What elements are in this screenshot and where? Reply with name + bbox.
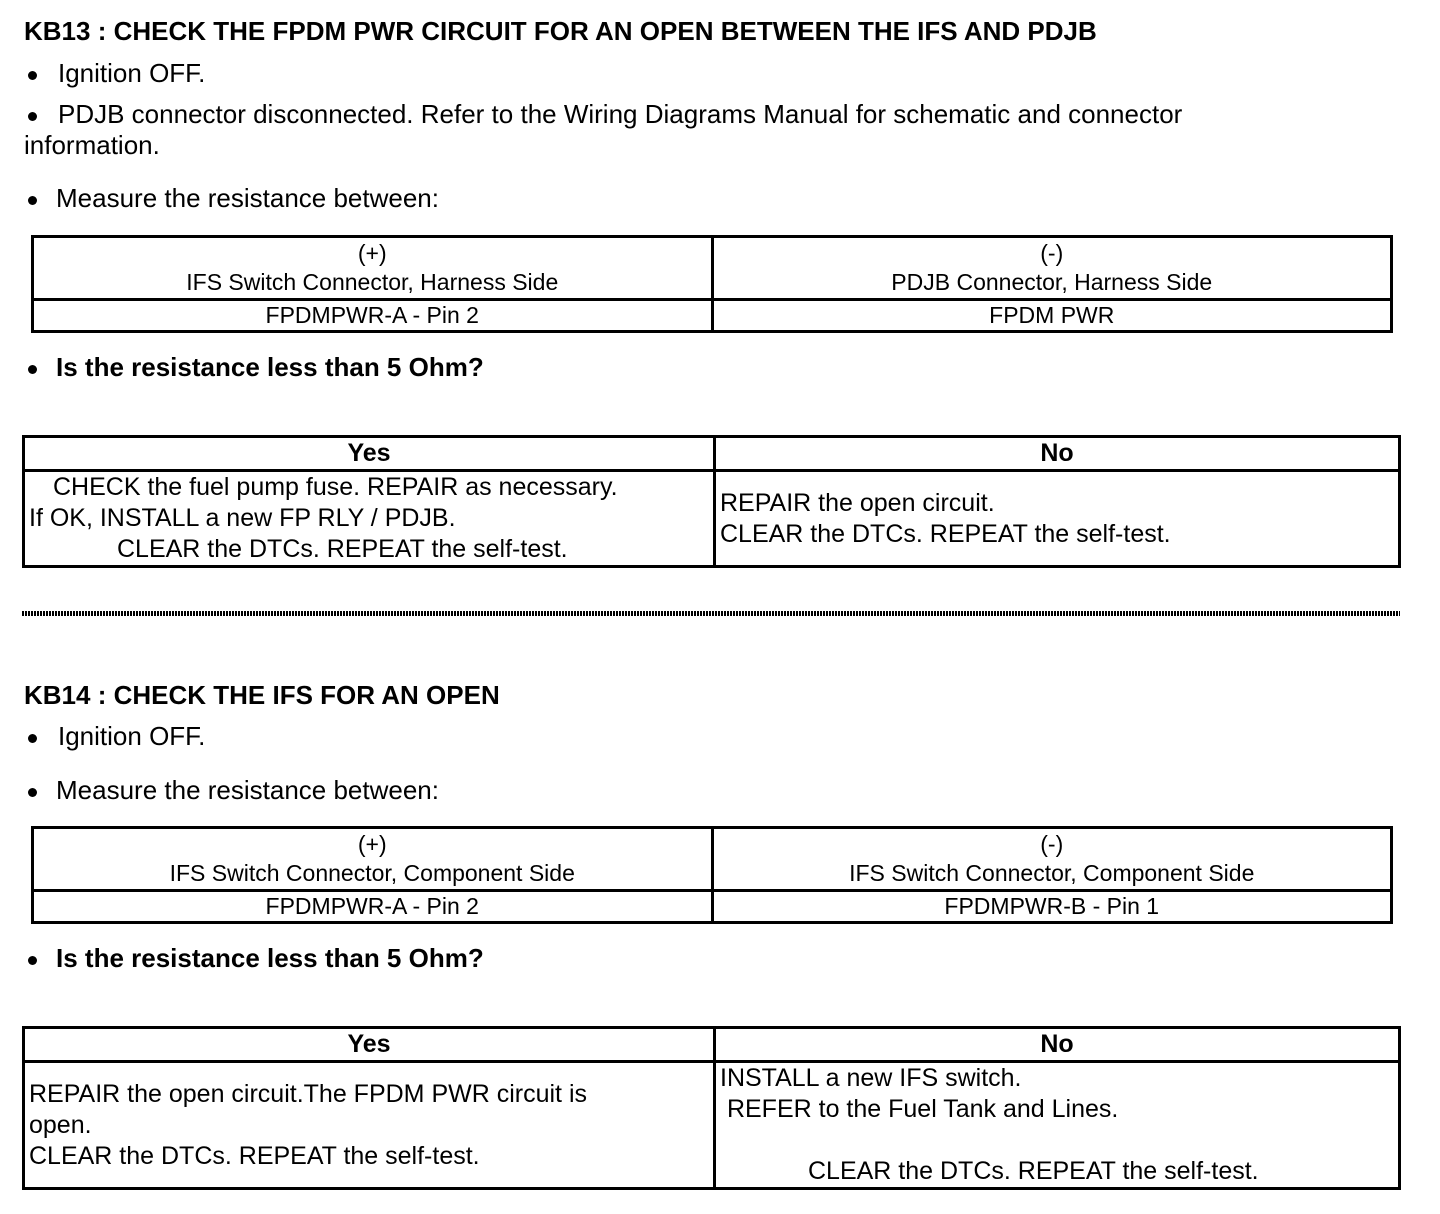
kb13-step-measure: Measure the resistance between: bbox=[56, 183, 439, 213]
kb14-step-measure: Measure the resistance between: bbox=[56, 775, 439, 805]
kb13-result-table bbox=[22, 435, 1401, 568]
kb13-yes-line: CHECK the fuel pump fuse. REPAIR as necessary. bbox=[53, 473, 618, 501]
kb13-plus-cell bbox=[33, 237, 713, 300]
plus-sign: (+) bbox=[357, 831, 387, 857]
kb13-plus-pin: FPDMPWR-A - Pin 2 bbox=[33, 300, 713, 332]
kb13-question: Is the resistance less than 5 Ohm? bbox=[56, 352, 484, 382]
kb14-yes-line: REPAIR the open circuit.The FPDM PWR circuit is bbox=[29, 1079, 588, 1108]
plus-sign: (+) bbox=[357, 240, 387, 266]
bullet-icon bbox=[28, 365, 37, 374]
bullet-icon bbox=[28, 196, 37, 205]
kb13-no-cell bbox=[715, 471, 1400, 567]
minus-connector-label: IFS Switch Connector, Component Side bbox=[849, 860, 1255, 886]
kb14-measure-table bbox=[31, 826, 1393, 924]
kb14-no-line: INSTALL a new IFS switch. bbox=[720, 1064, 1022, 1092]
kb14-yes-line: open. bbox=[29, 1110, 92, 1139]
kb13-step-ignition: Ignition OFF. bbox=[58, 58, 206, 88]
kb14-minus-pin: FPDMPWR-B - Pin 1 bbox=[712, 891, 1392, 923]
plus-connector-label: IFS Switch Connector, Component Side bbox=[169, 860, 575, 886]
bullet-icon bbox=[28, 734, 37, 743]
bullet-icon bbox=[28, 788, 37, 797]
bullet-icon bbox=[28, 112, 37, 121]
kb14-no-header: No bbox=[715, 1028, 1400, 1062]
kb14-minus-cell bbox=[712, 828, 1392, 891]
kb14-step-ignition: Ignition OFF. bbox=[58, 721, 206, 751]
minus-sign: (-) bbox=[1040, 240, 1064, 266]
kb13-yes-line: CLEAR the DTCs. REPEAT the self-test. bbox=[117, 535, 568, 563]
kb13-minus-pin: FPDM PWR bbox=[712, 300, 1392, 332]
kb13-measure-table bbox=[31, 235, 1393, 333]
kb14-no-line: CLEAR the DTCs. REPEAT the self-test. bbox=[808, 1157, 1259, 1185]
minus-sign: (-) bbox=[1040, 831, 1064, 857]
kb14-result-table bbox=[22, 1026, 1401, 1190]
kb14-heading: KB14 : CHECK THE IFS FOR AN OPEN bbox=[24, 680, 500, 710]
kb14-yes-cell bbox=[24, 1062, 715, 1189]
kb14-question: Is the resistance less than 5 Ohm? bbox=[56, 943, 484, 973]
kb13-no-header: No bbox=[715, 437, 1400, 471]
kb13-no-line: REPAIR the open circuit. bbox=[720, 488, 995, 517]
kb14-yes-line: CLEAR the DTCs. REPEAT the self-test. bbox=[29, 1141, 480, 1170]
kb13-step-pdjb-cont: information. bbox=[24, 130, 160, 160]
kb13-step-pdjb: PDJB connector disconnected. Refer to the Wiring Diagrams Manual for schematic and connector bbox=[58, 99, 1183, 129]
kb14-no-line: REFER to the Fuel Tank and Lines. bbox=[720, 1095, 1119, 1123]
kb13-heading: KB13 : CHECK THE FPDM PWR CIRCUIT FOR AN OPEN BETWEEN THE IFS AND PDJB bbox=[24, 16, 1097, 46]
section-divider bbox=[22, 611, 1400, 616]
kb13-no-line: CLEAR the DTCs. REPEAT the self-test. bbox=[720, 519, 1171, 548]
minus-connector-label: PDJB Connector, Harness Side bbox=[891, 269, 1213, 295]
kb13-yes-line: If OK, INSTALL a new FP RLY / PDJB. bbox=[29, 504, 456, 532]
bullet-icon bbox=[28, 956, 37, 965]
kb14-yes-header: Yes bbox=[24, 1028, 715, 1062]
kb14-plus-cell bbox=[33, 828, 713, 891]
plus-connector-label: IFS Switch Connector, Harness Side bbox=[186, 269, 559, 295]
kb13-yes-cell bbox=[24, 471, 715, 567]
kb14-no-cell bbox=[715, 1062, 1400, 1189]
kb13-minus-cell bbox=[712, 237, 1392, 300]
kb13-yes-header: Yes bbox=[24, 437, 715, 471]
kb14-plus-pin: FPDMPWR-A - Pin 2 bbox=[33, 891, 713, 923]
bullet-icon bbox=[28, 71, 37, 80]
